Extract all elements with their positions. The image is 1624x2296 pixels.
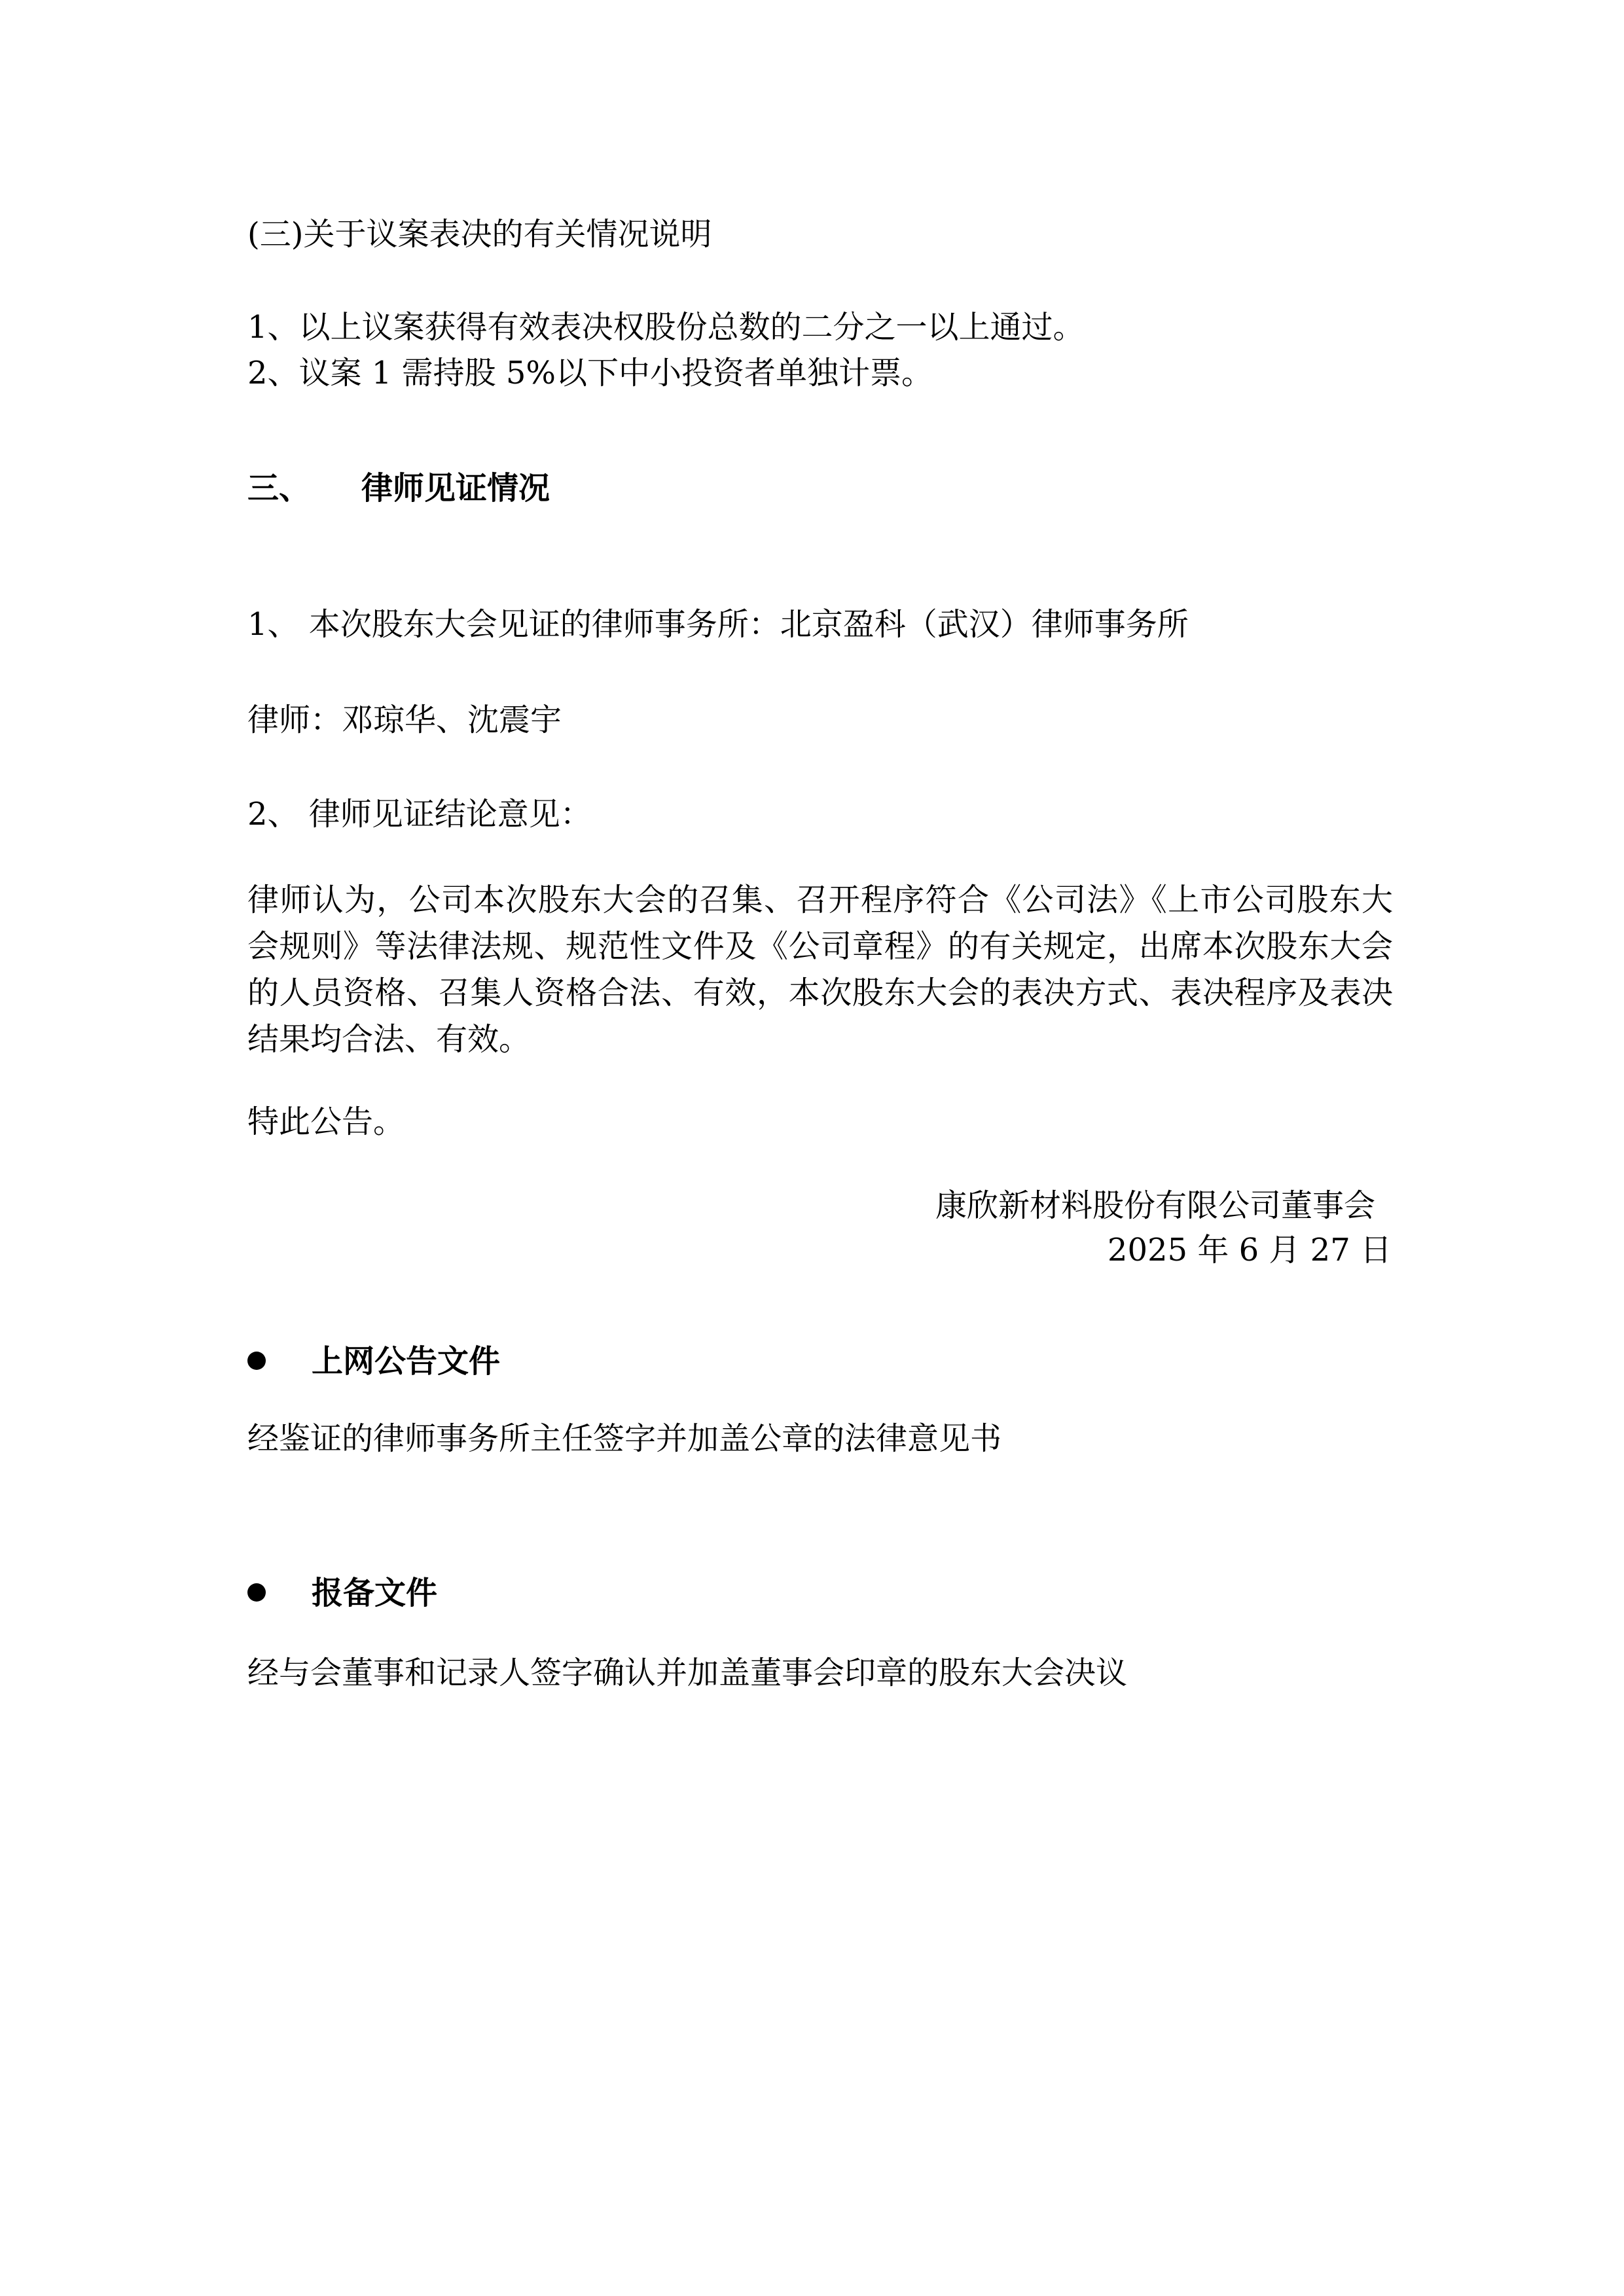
conclusion-heading: 2、 律师见证结论意见： <box>247 796 592 833</box>
signature-date: 2025 年 6 月 27 日 <box>1107 1232 1392 1268</box>
signatory: 康欣新材料股份有限公司董事会 <box>935 1187 1375 1224</box>
bullet-icon <box>247 1583 266 1602</box>
attachment-heading-filing <box>247 1573 437 1613</box>
attachment-heading-online-label: 上网公告文件 <box>312 1343 501 1380</box>
conclusion-paragraph: 律师认为，公司本次股东大会的召集、召开程序符合《公司法》《上市公司股东大会规则》等法律法规、规范性文件及《公司章程》的有关规定，出席本次股东大会的人员资格、召集人资格合法、有效，本次股东大会的表决方式、表决程序及表决结果均合法、有效。 <box>247 882 1393 1058</box>
law-firm-line: 1、 本次股东大会见证的律师事务所：北京盈科（武汉）律师事务所 <box>247 606 1189 643</box>
attachment-content-online: 经鉴证的律师事务所主任签字并加盖公章的法律意见书 <box>247 1420 1002 1457</box>
lawyer-section-number: 三、 <box>247 470 311 507</box>
bullet-icon <box>247 1352 266 1370</box>
attachment-content-filing: 经与会董事和记录人签字确认并加盖董事会印章的股东大会决议 <box>247 1655 1128 1691</box>
lawyer-section-title: 律师见证情况 <box>361 470 550 507</box>
voting-notes-title: (三)关于议案表决的有关情况说明 <box>247 216 712 253</box>
announcement-closing: 特此公告。 <box>247 1103 405 1140</box>
attachment-heading-online <box>247 1342 500 1381</box>
attachment-heading-filing-label: 报备文件 <box>312 1575 438 1611</box>
lawyers-line: 律师：邓琼华、沈震宇 <box>247 702 562 738</box>
voting-note-item-1: 1、以上议案获得有效表决权股份总数的二分之一以上通过。 <box>247 309 1085 346</box>
voting-note-item-2: 2、议案 1 需持股 5%以下中小投资者单独计票。 <box>247 355 933 391</box>
lawyer-section-heading <box>247 469 550 508</box>
